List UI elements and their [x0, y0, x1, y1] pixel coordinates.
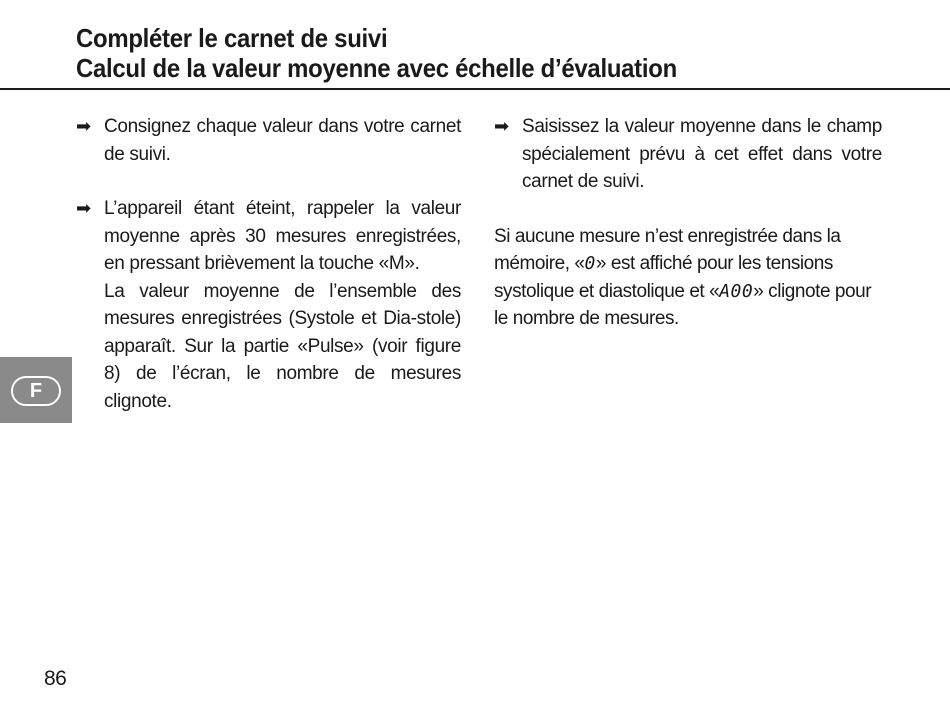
instruction-text: Consignez chaque valeur dans votre carnet de suivi.: [104, 116, 461, 165]
page-title: Compléter le carnet de suivi: [76, 23, 388, 53]
lcd-zero-symbol: 0: [584, 253, 596, 274]
arrow-right-icon: ➡: [76, 198, 92, 219]
language-tab: [0, 357, 72, 423]
page-header: [76, 23, 936, 83]
language-badge: F: [11, 376, 61, 406]
list-item: [76, 195, 461, 415]
instruction-text: L’appareil étant éteint, rappeler la valeur moyenne après 30 mesures enregistrées, en pressant brièvement la touche «M».: [104, 198, 461, 274]
note-text: Si aucune mesure n’est enregistrée dans la mémoire, «0» est affiché pour les tensions systolique et diastolique et «A00» clignote pour le nombre de mesures.: [494, 225, 872, 329]
arrow-right-icon: ➡: [494, 116, 510, 137]
instruction-text: La valeur moyenne de l’ensemble des mesures enregistrées (Systole et Dia-stole) apparaît. Sur la partie «Pulse» (voir figure 8) de l’écran, le nombre de mesures clignote.: [104, 280, 461, 412]
header-divider: [0, 88, 950, 90]
arrow-right-icon: ➡: [76, 116, 92, 137]
page-subtitle: Calcul de la valeur moyenne avec échelle d’évaluation: [76, 53, 677, 83]
lcd-a00-symbol: A00: [719, 280, 754, 302]
page-number: 86: [44, 667, 67, 690]
list-item: [494, 113, 882, 196]
left-column: [76, 113, 461, 442]
right-column: [494, 113, 882, 333]
list-item: [76, 113, 461, 168]
instruction-text: Saisissez la valeur moyenne dans le champ spécialement prévu à cet effet dans votre carnet de suivi.: [522, 116, 882, 192]
